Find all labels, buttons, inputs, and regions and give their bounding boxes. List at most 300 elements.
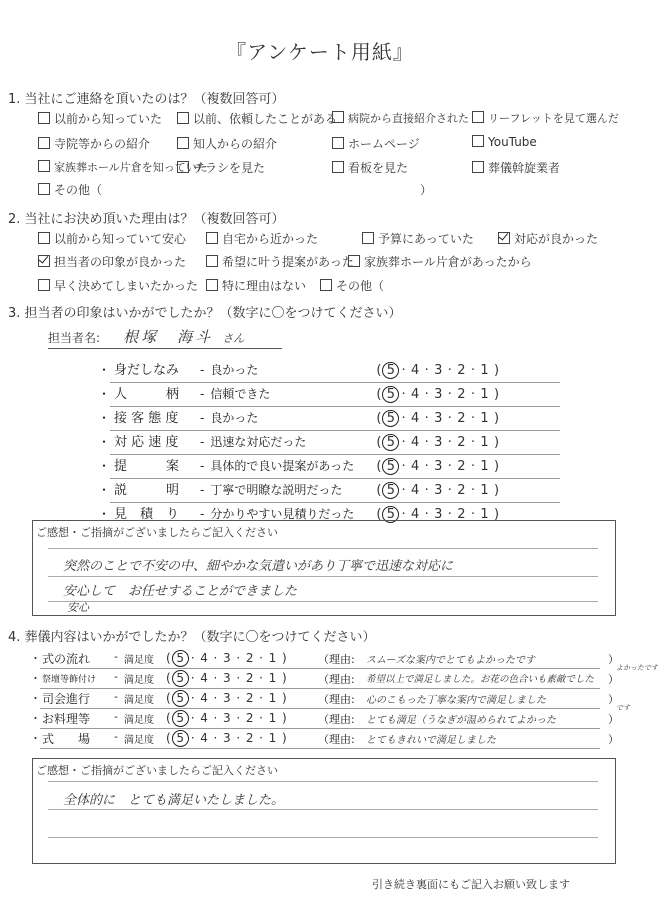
q4-rating-row: [30, 650, 630, 669]
q1-option[interactable]: [38, 135, 150, 152]
dot-separator: ·: [447, 411, 452, 426]
checkbox-unchecked[interactable]: [177, 161, 189, 173]
score-option[interactable]: 1: [268, 671, 277, 685]
checkbox-unchecked[interactable]: [38, 160, 50, 172]
paren-open: (: [376, 363, 382, 378]
dot-separator: ·: [447, 435, 452, 450]
q4-reason: とても満足（うなぎが温められてよかった: [366, 715, 556, 726]
bullet: ・: [98, 483, 111, 497]
dot-separator: ·: [236, 691, 241, 705]
q4-reason-note: よかったです: [616, 664, 658, 672]
q3-rating-row: [98, 479, 588, 501]
score-option[interactable]: 1: [268, 691, 277, 705]
dash: -: [114, 690, 118, 703]
dot-separator: ·: [190, 731, 195, 745]
q1-option-label: 看板を見た: [348, 161, 409, 175]
q3-score-scale: [376, 435, 499, 450]
dot-separator: ·: [236, 711, 241, 725]
staff-name: 根塚 海斗: [123, 328, 214, 346]
q3-rating-row: [98, 455, 588, 477]
score-option[interactable]: 2: [457, 411, 466, 426]
score-option[interactable]: 4: [200, 731, 208, 745]
dot-separator: ·: [401, 459, 406, 474]
q3-comment-line-1: 突然のことで不安の中、細やかな気遣いがあり丁寧で迅速な対応に: [63, 559, 454, 574]
q4-comment-box: [32, 758, 616, 864]
bullet: ・: [98, 459, 111, 473]
divider: [40, 708, 600, 709]
q1-question: 1. 当社にご連絡を頂いたのは？（複数回答可）: [8, 92, 285, 107]
bullet: ・: [30, 732, 41, 745]
score-option[interactable]: 2: [457, 387, 466, 402]
q4-category: 式の流れ: [42, 652, 91, 666]
bullet: ・: [98, 411, 111, 425]
q2-option-label: その他（: [336, 279, 385, 293]
paren-open: (: [166, 671, 171, 685]
checkbox-unchecked[interactable]: [332, 111, 344, 123]
dash: -: [200, 411, 205, 425]
q1-option-label: その他（: [54, 183, 103, 197]
q2-option[interactable]: [206, 230, 318, 247]
dot-separator: ·: [190, 651, 195, 665]
q3-score-scale: [376, 483, 499, 498]
score-option[interactable]: 1: [480, 435, 489, 450]
q4-comment-prompt: ご感想・ご指摘がございましたらご記入ください: [36, 764, 278, 777]
q4-score-scale: [166, 730, 287, 747]
score-option[interactable]: 3: [434, 459, 443, 474]
q2-option[interactable]: [498, 230, 598, 247]
q2-option-label: 家族葬ホール片倉があったから: [364, 255, 532, 269]
paren-open: (: [376, 435, 382, 450]
paren-close: ): [494, 483, 500, 498]
reason-label: （理由:: [318, 653, 355, 666]
score-option[interactable]: 3: [434, 363, 443, 378]
q3-rating-row: [98, 383, 588, 405]
reason-close: ）: [608, 713, 619, 726]
dot-separator: ·: [213, 671, 218, 685]
paren-close: ): [282, 671, 287, 685]
score-option[interactable]: 1: [480, 363, 489, 378]
q3-rating-row: [98, 431, 588, 453]
staff-label: 担当者名:: [48, 331, 101, 345]
dash: -: [200, 483, 205, 497]
score-option[interactable]: 2: [245, 691, 254, 705]
dot-separator: ·: [447, 363, 452, 378]
q2-option[interactable]: [206, 253, 354, 270]
q2-option[interactable]: [38, 277, 198, 294]
q3-rating-row: [98, 407, 588, 429]
reason-label: （理由:: [318, 673, 355, 686]
dot-separator: ·: [470, 483, 475, 498]
score-option[interactable]: 3: [223, 671, 231, 685]
dot-separator: ·: [424, 387, 429, 402]
q4-score-scale: [166, 670, 287, 687]
reason-close: ）: [608, 673, 619, 686]
dash: -: [114, 670, 118, 683]
dot-separator: ·: [401, 411, 406, 426]
score-option[interactable]: 1: [480, 483, 489, 498]
q3-category: 提 案: [114, 459, 180, 474]
score-option[interactable]: 3: [223, 711, 231, 725]
dash: -: [200, 435, 205, 449]
dot-separator: ·: [470, 459, 475, 474]
bullet: ・: [98, 387, 111, 401]
q1-option[interactable]: [38, 181, 102, 198]
paren-close: ): [494, 435, 500, 450]
q2-option[interactable]: [348, 253, 532, 270]
score-option[interactable]: 2: [457, 435, 466, 450]
score-circled[interactable]: 5: [382, 482, 399, 499]
reason-close: ）: [608, 693, 619, 706]
checkbox-unchecked[interactable]: [332, 161, 344, 173]
q2-option-label: 対応が良かった: [514, 232, 599, 246]
dot-separator: ·: [447, 483, 452, 498]
q4-reason: スムーズな案内でとてもよかったです: [366, 655, 535, 666]
checkbox-unchecked[interactable]: [177, 112, 189, 124]
q3-description: 信頼できた: [210, 387, 271, 401]
q2-question: 2. 当社にお決め頂いた理由は？（複数回答可）: [8, 212, 285, 227]
dot-separator: ·: [424, 411, 429, 426]
q1-option-label: 寺院等からの紹介: [54, 137, 151, 151]
score-option[interactable]: 3: [434, 483, 443, 498]
checkbox-unchecked[interactable]: [472, 161, 484, 173]
dot-separator: ·: [259, 731, 263, 745]
checkbox-unchecked[interactable]: [38, 112, 50, 124]
score-option[interactable]: 4: [410, 507, 420, 522]
bullet: ・: [98, 363, 111, 377]
dot-separator: ·: [190, 671, 195, 685]
dot-separator: ·: [401, 435, 406, 450]
bullet: ・: [30, 692, 41, 705]
q3-category: 接 客 態 度: [114, 411, 179, 426]
q1-option-label: 知人からの紹介: [193, 137, 278, 151]
score-option[interactable]: 4: [200, 671, 208, 685]
dot-separator: ·: [259, 671, 263, 685]
q2-option[interactable]: [38, 230, 186, 247]
dot-separator: ·: [470, 435, 475, 450]
q2-option-label: 以前から知っていて安心: [54, 232, 187, 246]
score-option[interactable]: 2: [245, 731, 254, 745]
q3-comment-line-2: 安心して お任せすることができました: [63, 584, 298, 599]
dot-separator: ·: [259, 691, 263, 705]
q4-question: 4. 葬儀内容はいかがでしたか？（数字に〇をつけてください）: [8, 630, 376, 645]
score-option[interactable]: 4: [410, 435, 420, 450]
q1-option-label: 以前から知っていた: [54, 112, 163, 126]
q3-category: 見 積 り: [114, 507, 180, 522]
q1-option[interactable]: [472, 135, 537, 149]
dot-separator: ·: [259, 651, 263, 665]
dot-separator: ·: [213, 651, 218, 665]
checkbox-unchecked[interactable]: [206, 255, 218, 267]
paren-close: ): [494, 459, 500, 474]
score-option[interactable]: 2: [457, 483, 466, 498]
dot-separator: ·: [447, 507, 452, 522]
q2-option-label: 希望に叶う提案があった: [222, 255, 354, 269]
q4-rating-row: [30, 690, 630, 709]
checkbox-unchecked[interactable]: [38, 137, 50, 149]
score-option[interactable]: 2: [457, 507, 466, 522]
divider: [40, 748, 600, 749]
score-option[interactable]: 1: [480, 459, 489, 474]
checkbox-unchecked[interactable]: [38, 232, 50, 244]
satisfaction-label: 満足度: [124, 735, 154, 746]
checkbox-unchecked[interactable]: [177, 137, 189, 149]
q2-option[interactable]: [38, 253, 186, 270]
score-circled[interactable]: 5: [172, 690, 189, 707]
q2-option-label: 予算にあっていた: [378, 232, 474, 246]
score-option[interactable]: 4: [200, 711, 208, 725]
q4-reason: とてもきれいで満足しました: [366, 735, 496, 746]
checkbox-unchecked[interactable]: [362, 232, 374, 244]
bullet: ・: [30, 712, 41, 725]
score-option[interactable]: 1: [480, 387, 489, 402]
checkbox-checked[interactable]: [498, 232, 510, 244]
q3-description: 迅速な対応だった: [210, 435, 307, 449]
q3-description: 具体的で良い提案があった: [210, 459, 355, 473]
dash: -: [200, 363, 205, 377]
score-option[interactable]: 1: [268, 651, 277, 665]
q4-score-scale: [166, 650, 287, 667]
satisfaction-label: 満足度: [124, 655, 154, 666]
dot-separator: ·: [236, 671, 241, 685]
dot-separator: ·: [401, 363, 406, 378]
q2-option[interactable]: [206, 277, 306, 294]
dot-separator: ·: [190, 711, 195, 725]
divider: [40, 668, 600, 669]
dot-separator: ·: [424, 483, 429, 498]
q2-option[interactable]: [362, 230, 474, 247]
q1-option-label: 病院から直接紹介された: [348, 112, 469, 125]
score-option[interactable]: 1: [480, 411, 489, 426]
q1-other-close: ）: [420, 183, 433, 197]
q4-comment-line-1: 全体的に とても満足いたしました。: [63, 793, 285, 808]
dot-separator: ·: [447, 387, 452, 402]
score-option[interactable]: 3: [223, 651, 231, 665]
reason-close: ）: [608, 653, 619, 666]
satisfaction-label: 満足度: [124, 695, 154, 706]
q4-category: 司会進行: [42, 692, 91, 706]
checkbox-unchecked[interactable]: [206, 279, 218, 291]
q1-option[interactable]: [332, 135, 420, 152]
dot-separator: ·: [424, 507, 429, 522]
score-circled[interactable]: 5: [172, 730, 189, 747]
bullet: ・: [30, 672, 41, 685]
q3-category: 人 柄: [114, 387, 180, 402]
q4-category: お料理等: [42, 712, 91, 726]
paren-open: (: [166, 691, 171, 705]
paren-open: (: [166, 731, 171, 745]
q1-option-label: 以前、依頼したことがある: [193, 112, 338, 126]
bullet: ・: [98, 507, 111, 521]
q1-option[interactable]: [38, 110, 162, 127]
q4-score-scale: [166, 690, 287, 707]
paren-open: (: [376, 507, 382, 522]
score-option[interactable]: 4: [410, 459, 420, 474]
staff-suffix: さん: [222, 332, 245, 345]
q1-option-label: チラシを見た: [193, 161, 266, 175]
staff-name-row: [48, 326, 282, 349]
dot-separator: ·: [424, 435, 429, 450]
q1-option-label: リーフレットを見て選んだ: [488, 112, 619, 125]
page-title: 『アンケート用紙』: [226, 40, 414, 64]
q1-option[interactable]: [332, 159, 408, 176]
q4-reason: 心のこもった丁寧な案内で満足しました: [366, 695, 546, 706]
q3-score-scale: [376, 363, 499, 378]
bullet: ・: [98, 435, 111, 449]
score-option[interactable]: 4: [200, 651, 208, 665]
score-circled[interactable]: 5: [382, 434, 399, 451]
dot-separator: ·: [213, 711, 218, 725]
q2-option-label: 担当者の印象が良かった: [54, 255, 187, 269]
q3-description: 良かった: [210, 363, 259, 377]
q2-option-label: 特に理由はない: [222, 279, 307, 293]
reason-label: （理由:: [318, 713, 355, 726]
dot-separator: ·: [401, 507, 406, 522]
q4-reason: 希望以上で満足しました。お花の色合いも素敵でした: [366, 674, 595, 685]
q3-description: 丁寧で明瞭な説明だった: [210, 483, 343, 497]
paren-close: ): [282, 731, 287, 745]
divider: [40, 728, 600, 729]
score-circled[interactable]: 5: [382, 506, 399, 523]
satisfaction-label: 満足度: [124, 675, 154, 686]
score-circled[interactable]: 5: [382, 362, 399, 379]
dot-separator: ·: [424, 459, 429, 474]
reason-close: ）: [608, 733, 619, 746]
checkbox-unchecked[interactable]: [472, 111, 484, 123]
dot-separator: ·: [447, 459, 452, 474]
divider: [40, 688, 600, 689]
q1-option-label: YouTube: [488, 135, 537, 149]
dot-separator: ·: [470, 507, 475, 522]
paren-close: ): [494, 363, 500, 378]
paren-open: (: [376, 387, 382, 402]
checkbox-checked[interactable]: [38, 255, 50, 267]
dot-separator: ·: [424, 363, 429, 378]
score-circled[interactable]: 5: [172, 710, 189, 727]
score-option[interactable]: 3: [434, 411, 443, 426]
checkbox-unchecked[interactable]: [38, 279, 50, 291]
score-option[interactable]: 4: [410, 387, 420, 402]
dot-separator: ·: [213, 731, 218, 745]
reason-label: （理由:: [318, 733, 355, 746]
score-option[interactable]: 3: [434, 435, 443, 450]
score-option[interactable]: 1: [268, 711, 277, 725]
q1-option[interactable]: [472, 110, 619, 126]
paren-open: (: [376, 483, 382, 498]
dot-separator: ·: [470, 387, 475, 402]
q2-option-label: 自宅から近かった: [222, 232, 319, 246]
q1-option[interactable]: [472, 159, 560, 176]
paren-close: ): [494, 507, 500, 522]
dot-separator: ·: [213, 691, 218, 705]
q1-option[interactable]: [177, 135, 277, 152]
q4-score-scale: [166, 710, 287, 727]
paren-open: (: [376, 411, 382, 426]
dash: -: [114, 730, 118, 743]
checkbox-unchecked[interactable]: [206, 232, 218, 244]
dash: -: [114, 650, 118, 663]
dot-separator: ·: [401, 483, 406, 498]
score-option[interactable]: 2: [245, 711, 254, 725]
score-option[interactable]: 3: [434, 507, 443, 522]
q3-comment-line-3: 安心: [67, 601, 89, 614]
dash: -: [200, 387, 205, 401]
score-option[interactable]: 2: [245, 651, 254, 665]
paren-open: (: [166, 651, 171, 665]
checkbox-unchecked[interactable]: [332, 137, 344, 149]
q4-rating-row: [30, 704, 630, 729]
q3-category: 対 応 速 度: [114, 435, 179, 450]
paren-close: ): [282, 651, 287, 665]
reason-label: （理由:: [318, 693, 355, 706]
score-circled[interactable]: 5: [172, 670, 189, 687]
dot-separator: ·: [470, 363, 475, 378]
q3-rating-row: [98, 359, 588, 381]
paren-open: (: [166, 711, 171, 725]
q3-comment-prompt: ご感想・ご指摘がございましたらご記入ください: [36, 526, 278, 539]
checkbox-unchecked[interactable]: [472, 135, 484, 147]
q3-question: 3. 担当者の印象はいかがでしたか？（数字に〇をつけてください）: [8, 306, 402, 321]
q3-score-scale: [376, 387, 499, 402]
q1-option-label: ホームページ: [348, 137, 420, 151]
score-option[interactable]: 4: [410, 363, 420, 378]
q2-option-label: 早く決めてしまいたかった: [54, 279, 199, 293]
score-option[interactable]: 4: [410, 411, 420, 426]
score-option[interactable]: 3: [434, 387, 443, 402]
paren-close: ): [494, 387, 500, 402]
dot-separator: ·: [190, 691, 195, 705]
bullet: ・: [30, 652, 41, 665]
dot-separator: ·: [470, 411, 475, 426]
q3-comment-box: [32, 520, 616, 616]
q3-score-scale: [376, 411, 499, 426]
paren-open: (: [376, 459, 382, 474]
score-option[interactable]: 4: [410, 483, 420, 498]
score-option[interactable]: 1: [480, 507, 489, 522]
q3-description: 分かりやすい見積りだった: [210, 507, 355, 521]
satisfaction-label: 満足度: [124, 715, 154, 726]
dot-separator: ·: [236, 731, 241, 745]
checkbox-unchecked[interactable]: [38, 183, 50, 195]
score-option[interactable]: 4: [200, 691, 208, 705]
checkbox-unchecked[interactable]: [320, 279, 332, 291]
score-circled[interactable]: 5: [382, 458, 399, 475]
score-option[interactable]: 3: [223, 691, 231, 705]
q3-score-scale: [376, 459, 499, 474]
dash: -: [114, 710, 118, 723]
checkbox-unchecked[interactable]: [348, 255, 360, 267]
score-circled[interactable]: 5: [172, 650, 189, 667]
score-option[interactable]: 2: [457, 459, 466, 474]
q4-reason-note: です: [616, 704, 630, 712]
q4-category: 祭壇等飾付け: [42, 675, 97, 685]
score-option[interactable]: 2: [457, 363, 466, 378]
paren-close: ): [282, 691, 287, 705]
q1-option[interactable]: [177, 159, 265, 176]
q4-category: 式 場: [42, 732, 91, 746]
score-circled[interactable]: 5: [382, 410, 399, 427]
score-option[interactable]: 3: [223, 731, 231, 745]
q1-option[interactable]: [332, 110, 469, 126]
q2-option[interactable]: [320, 277, 384, 294]
footer-note: 引き続き裏面にもご記入お願い致します: [372, 878, 570, 891]
score-circled[interactable]: 5: [382, 386, 399, 403]
q1-option[interactable]: [177, 110, 337, 127]
dot-separator: ·: [259, 711, 263, 725]
dot-separator: ·: [236, 651, 241, 665]
score-option[interactable]: 1: [268, 731, 277, 745]
score-option[interactable]: 2: [245, 671, 254, 685]
paren-close: ): [282, 711, 287, 725]
